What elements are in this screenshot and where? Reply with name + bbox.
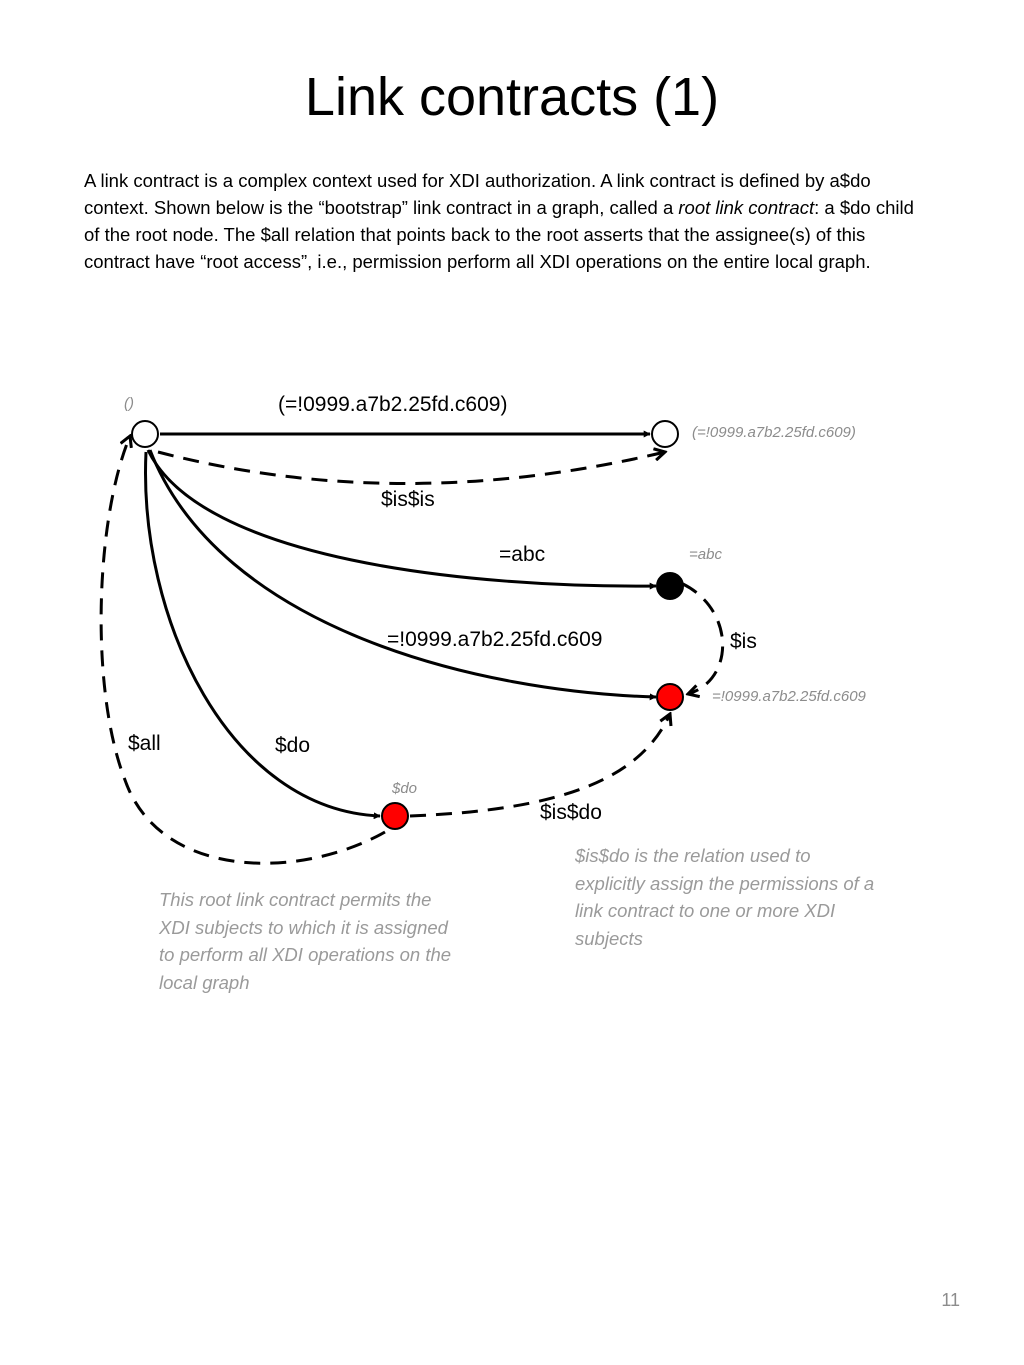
edge-all-label: $all [128, 732, 161, 755]
root-contract-note: This root link contract permits the XDI subjects to which it is assigned to perform all XDI operations on the local graph [159, 889, 452, 993]
node-root [132, 421, 158, 447]
edge-abc-is-label: $is [730, 630, 757, 653]
node-root-label: () [124, 395, 134, 412]
node-inumber [657, 684, 683, 710]
intro-text-part2: : a $do child of the root node. The $all relation that points back to the root asserts that the assignee(s) of this contract have “root access”, i.e., permission perform all XDI operations on the entire local graph. [84, 197, 914, 272]
edge-root-to-inumber-label: =!0999.a7b2.25fd.c609 [387, 628, 603, 651]
intro-emphasis: root link contract [678, 197, 815, 218]
node-do-label: $do [392, 780, 418, 797]
slide-title: Link contracts (1) [304, 67, 720, 127]
edge-root-to-do-label: $do [275, 734, 311, 757]
intro-text-part1: A link contract is a complex context used for XDI authorization. A link contract is defined by a$do context. Shown below is the “bootstrap” link contract in a graph, called a [84, 170, 871, 218]
node-peer-label: (=!0999.a7b2.25fd.c609) [692, 424, 856, 441]
node-abc [657, 573, 683, 599]
edge-isis [158, 452, 665, 484]
edge-isis-label: $is$is [381, 488, 435, 511]
edge-root-to-peer-label: (=!0999.a7b2.25fd.c609) [278, 393, 508, 416]
edge-all [101, 436, 385, 863]
node-peer [652, 421, 678, 447]
isdo-note: $is$do is the relation used to explicitly assign the permissions of a link contract to one or more XDI subjects [575, 845, 875, 949]
edge-abc-is [683, 584, 723, 694]
node-abc-label: =abc [689, 546, 722, 563]
node-do [382, 803, 408, 829]
edge-isdo-label: $is$do [540, 801, 602, 824]
node-inumber-label: =!0999.a7b2.25fd.c609 [712, 688, 866, 705]
page-number: 11 [941, 1290, 960, 1310]
edge-root-to-abc-label: =abc [499, 543, 546, 566]
